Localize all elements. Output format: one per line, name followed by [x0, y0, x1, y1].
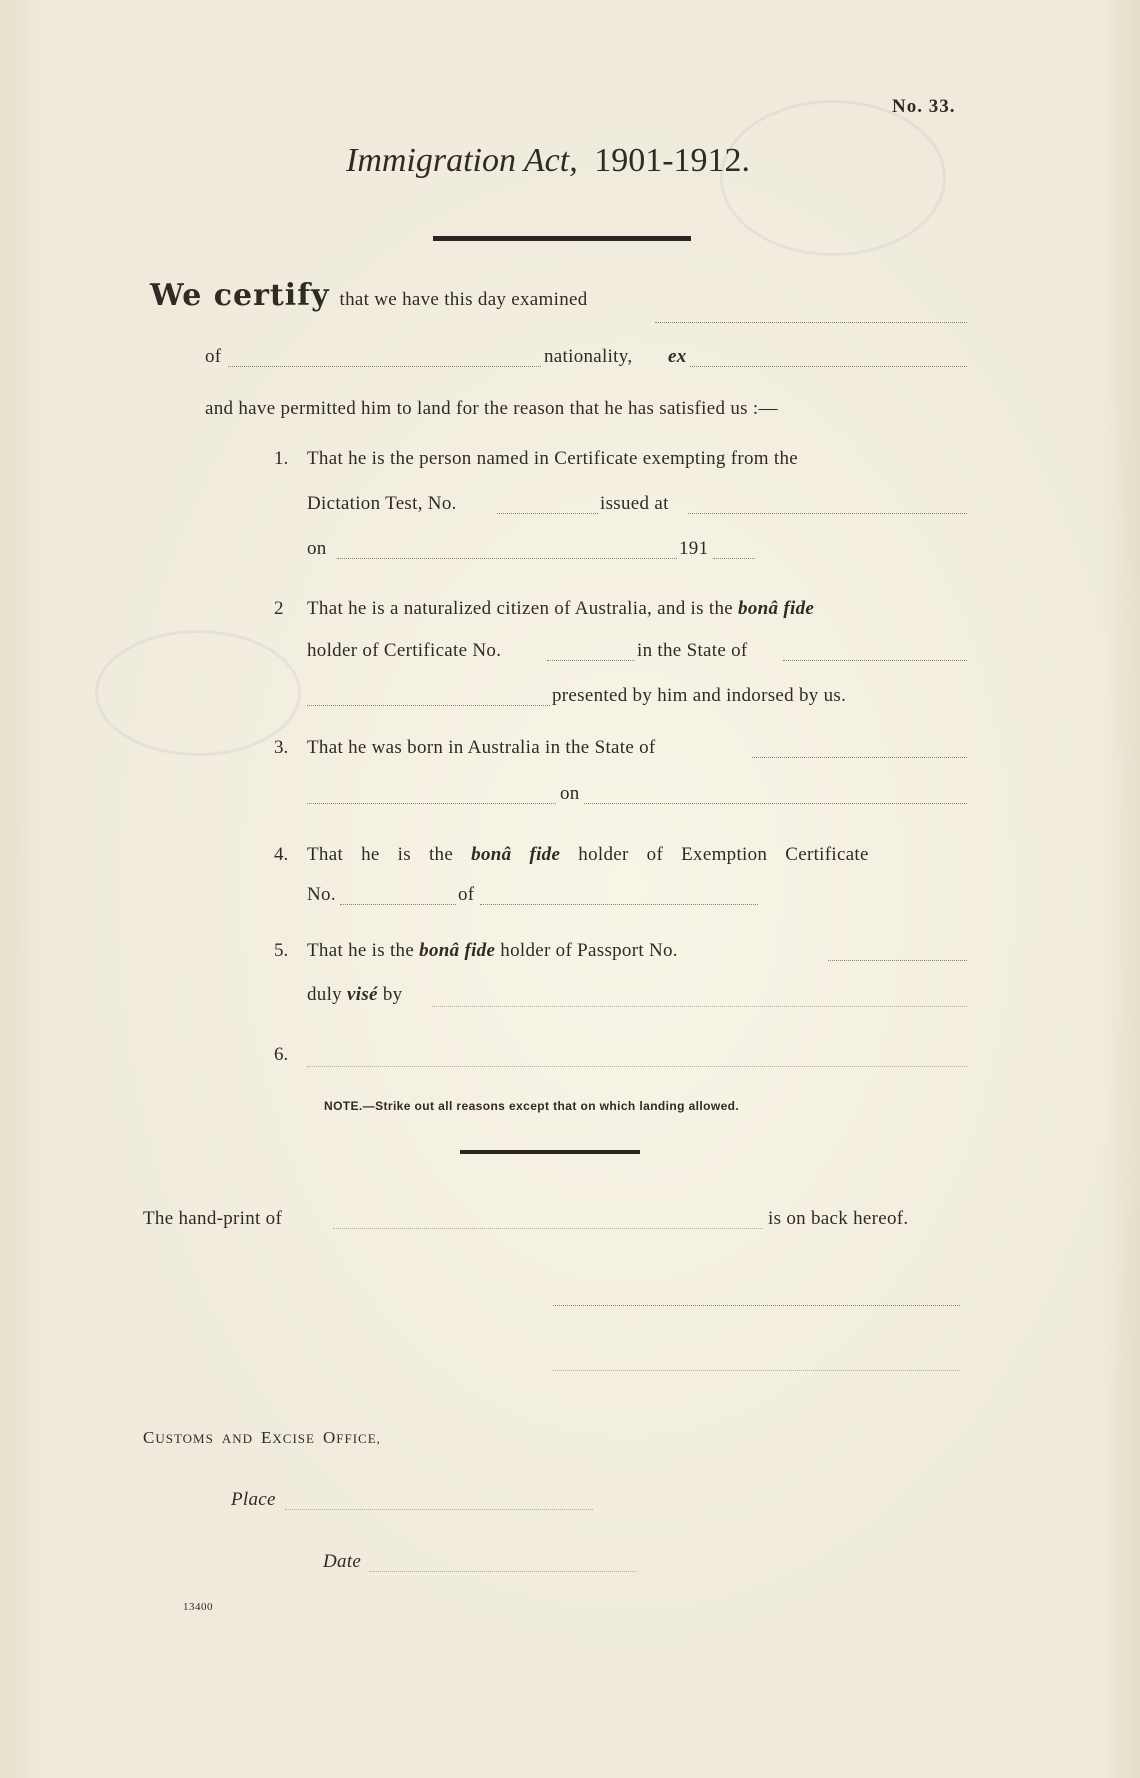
title-rule [433, 236, 691, 241]
certificate-presented-field[interactable] [307, 705, 550, 706]
form-title [346, 142, 750, 180]
office-c1: C [143, 1428, 156, 1447]
birth-date-field[interactable] [584, 803, 967, 804]
reason-5-text [307, 940, 678, 962]
of-label: of [205, 346, 222, 367]
reason-2-text-main: That he is a naturalized citizen of Australia, and is the [307, 598, 733, 619]
certify-text: that we have this day examined [339, 289, 588, 310]
reason-1-year-field[interactable] [713, 558, 755, 559]
reason-4-number: 4. [274, 844, 289, 865]
office-c2: E [261, 1428, 273, 1447]
duly-label: duly [307, 984, 342, 1005]
certificate-no-field[interactable] [547, 660, 635, 661]
reason-6-number: 6. [274, 1044, 289, 1065]
state-of-label: in the State of [637, 640, 748, 661]
issued-at-label: issued at [600, 493, 669, 514]
office-w2: XCISE [272, 1431, 315, 1446]
ex-label: ex [668, 346, 687, 367]
birth-state-field[interactable] [752, 757, 967, 758]
office-c3: O [322, 1428, 337, 1447]
reason-4-bona-fide: bonâ fide [471, 844, 561, 865]
certificate-state-field[interactable] [783, 660, 967, 661]
title-act-name: Immigration Act, [346, 142, 578, 179]
note-rule [460, 1150, 640, 1154]
reason-3-number: 3. [274, 737, 289, 758]
ex-ship-field[interactable] [690, 366, 967, 367]
certificate-no-label: holder of Certificate No. [307, 640, 502, 661]
handprint-prefix: The hand-print of [143, 1208, 283, 1229]
form-number: No. 33. [892, 96, 956, 117]
reason-1-text: That he is the person named in Certificate exempting from the [307, 448, 799, 469]
reason-5-text-c: holder of Passport No. [500, 940, 678, 961]
signature-line-1[interactable] [553, 1305, 960, 1306]
title-years: 1901-1912. [594, 142, 751, 179]
certify-line-3: and have permitted him to land for the reason that he has satisfied us :— [205, 398, 778, 419]
date-label: Date [323, 1551, 362, 1572]
examined-name-field[interactable] [655, 322, 967, 323]
reason-4-text-a: That he is the [307, 844, 454, 865]
presented-text: presented by him and indorsed by us. [552, 685, 847, 706]
passport-no-field[interactable] [828, 960, 967, 961]
exemption-no-field[interactable] [340, 904, 456, 905]
print-code: 13400 [183, 1601, 213, 1613]
reason-2-number: 2 [274, 598, 284, 619]
handprint-suffix: is on back hereof. [768, 1208, 909, 1229]
issued-at-field[interactable] [688, 513, 967, 514]
reason-5-bona-fide: bonâ fide [419, 940, 496, 961]
reason-2-bona-fide: bonâ fide [738, 598, 815, 619]
office-w1: USTOMS [155, 1431, 214, 1446]
reason-4-text [307, 844, 869, 866]
certify-line-1 [150, 278, 588, 313]
exemption-of-label: of [458, 884, 475, 905]
vise-label: visé [347, 984, 378, 1005]
note-text: NOTE.—Strike out all reasons except that on which landing allowed. [324, 1099, 740, 1113]
reason-3-on-label: on [560, 783, 580, 804]
reason-5-text-a: That he is the [307, 940, 415, 961]
reason-1-date-field[interactable] [337, 558, 677, 559]
dictation-test-label: Dictation Test, No. [307, 493, 457, 514]
place-label: Place [231, 1489, 276, 1510]
customs-office-heading [143, 1428, 381, 1448]
date-field[interactable] [369, 1571, 637, 1572]
dictation-test-number-field[interactable] [497, 513, 598, 514]
reason-3-text: That he was born in Australia in the State of [307, 737, 656, 758]
handprint-name-field[interactable] [333, 1228, 763, 1229]
office-w3: FFICE, [336, 1431, 381, 1446]
reason-1-number: 1. [274, 448, 289, 469]
reason-4-text-c: holder of Exemption Certificate [578, 844, 869, 865]
faded-stamp [720, 100, 946, 256]
nationality-label: nationality, [544, 346, 633, 367]
vise-by-field[interactable] [432, 1006, 967, 1007]
faded-stamp [95, 630, 301, 756]
reason-2-text [307, 598, 814, 620]
certify-lead-in: We certify [150, 278, 330, 313]
signature-line-2[interactable] [553, 1370, 960, 1371]
reason-1-on-label: on [307, 538, 327, 559]
birth-place-field[interactable] [307, 803, 556, 804]
duly-vise-line [307, 984, 402, 1006]
exemption-of-field[interactable] [480, 904, 758, 905]
reason-6-field[interactable] [307, 1066, 967, 1067]
place-field[interactable] [285, 1509, 593, 1510]
exemption-no-label: No. [307, 884, 336, 905]
office-and: AND [221, 1431, 254, 1446]
of-field[interactable] [228, 366, 541, 367]
reason-1-year-label: 191 [679, 538, 709, 559]
by-label: by [382, 984, 403, 1005]
reason-5-number: 5. [274, 940, 289, 961]
